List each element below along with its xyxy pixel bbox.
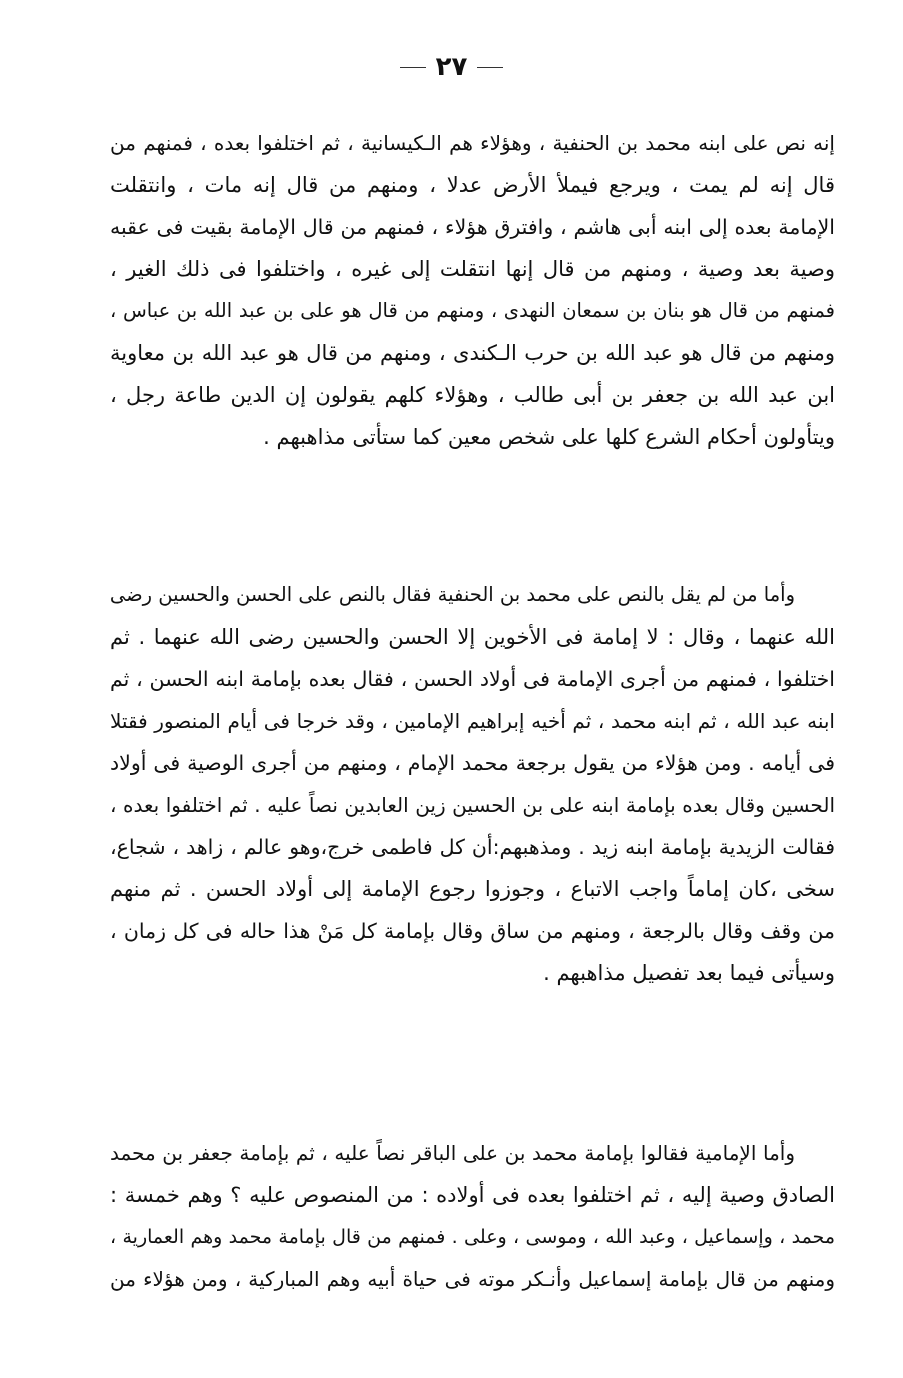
text-line: فى أيامه . ومن هؤلاء من يقول برجعة محمد الإمام ، ومنهم من أجرى الوصية فى أولاد [110, 751, 835, 775]
text-line: وسيأتى فيما بعد تفصيل مذاهبهم . [543, 961, 835, 985]
text-line: فقالت الزيدية بإمامة ابنه زيد . ومذهبهم:أن كل فاطمى خرج،وهو عالم ، زاهد ، شجاع، [110, 835, 835, 859]
text-line: ابن عبد الله بن جعفر بن أبى طالب ، وهؤلاء كلهم يقولون إن الدين طاعة رجل ، [110, 383, 835, 407]
text-line: اختلفوا ، فمنهم من أجرى الإمامة فى أولاد الحسن ، فقال بعده بإمامة ابنه الحسن ، ثم [110, 667, 835, 691]
text-line: وأما من لم يقل بالنص على محمد بن الحنفية فقال بالنص على الحسن والحسين رضى [109, 583, 795, 606]
text-line: الإمامة بعده إلى ابنه أبى هاشم ، وافترق هؤلاء ، فمنهم من قال الإمامة بقيت فى عقبه [110, 215, 835, 239]
paragraph-2 [110, 574, 835, 994]
text-line: وصية بعد وصية ، ومنهم من قال إنها انتقلت إلى غيره ، واختلفوا فى ذلك الغير ، [110, 257, 835, 281]
paragraph-3 [110, 1132, 835, 1300]
page-number-dash-right [477, 67, 503, 68]
text-line: سخى ،كان إماماً واجب الاتباع ، وجوزوا رجوع الإمامة إلى أولاد الحسن . ثم منهم [110, 877, 835, 901]
text-line: من وقف وقال بالرجعة ، ومنهم من ساق وقال بإمامة كل مَنْ هذا حاله فى كل زمان ، [110, 919, 835, 943]
paragraph-1 [110, 122, 835, 458]
text-line: وأما الإمامية فقالوا بإمامة محمد بن على الباقر نصاً عليه ، ثم بإمامة جعفر بن محمد [110, 1141, 795, 1165]
text-line: قال إنه لم يمت ، ويرجع فيملأ الأرض عدلا ، ومنهم من قال إنه مات ، وانتقلت [110, 173, 835, 197]
page-number-dash-left [400, 67, 426, 68]
text-line: ويتأولون أحكام الشرع كلها على شخص معين كما ستأتى مذاهبهم . [263, 425, 835, 449]
page-number-value: ٢٧ [435, 52, 468, 82]
text-line: الله عنهما ، وقال : لا إمامة فى الأخوين إلا الحسن والحسين رضى الله عنهما . ثم [110, 625, 835, 649]
page-number [0, 52, 903, 82]
text-line: إنه نص على ابنه محمد بن الحنفية ، وهؤلاء هم الـكيسانية ، ثم اختلفوا بعده ، فمنهم من [110, 131, 835, 155]
text-line: فمنهم من قال هو بنان بن سمعان النهدى ، ومنهم من قال هو على بن عبد الله بن عباس ، [110, 299, 835, 322]
text-line: ومنهم من قال بإمامة إسماعيل وأنـكر موته فى حياة أبيه وهم المباركية ، ومن هؤلاء من [110, 1267, 835, 1291]
text-line: محمد ، وإسماعيل ، وعبد الله ، وموسى ، وعلى . فمنهم من قال بإمامة محمد وهم العمارية ، [110, 1226, 835, 1248]
text-line: ومنهم من قال هو عبد الله بن حرب الـكندى ، ومنهم من قال هو عبد الله بن معاوية [110, 341, 835, 365]
text-line: ابنه عبد الله ، ثم ابنه محمد ، ثم أخيه إبراهيم الإمامين ، وقد خرجا فى أيام المنصور فقتلا [110, 709, 835, 733]
text-line: الصادق وصية إليه ، ثم اختلفوا بعده فى أولاده : من المنصوص عليه ؟ وهم خمسة : [110, 1183, 835, 1207]
text-line: الحسين وقال بعده بإمامة ابنه على بن الحسين زين العابدين نصاً عليه . ثم اختلفوا بعده ، [110, 793, 835, 817]
